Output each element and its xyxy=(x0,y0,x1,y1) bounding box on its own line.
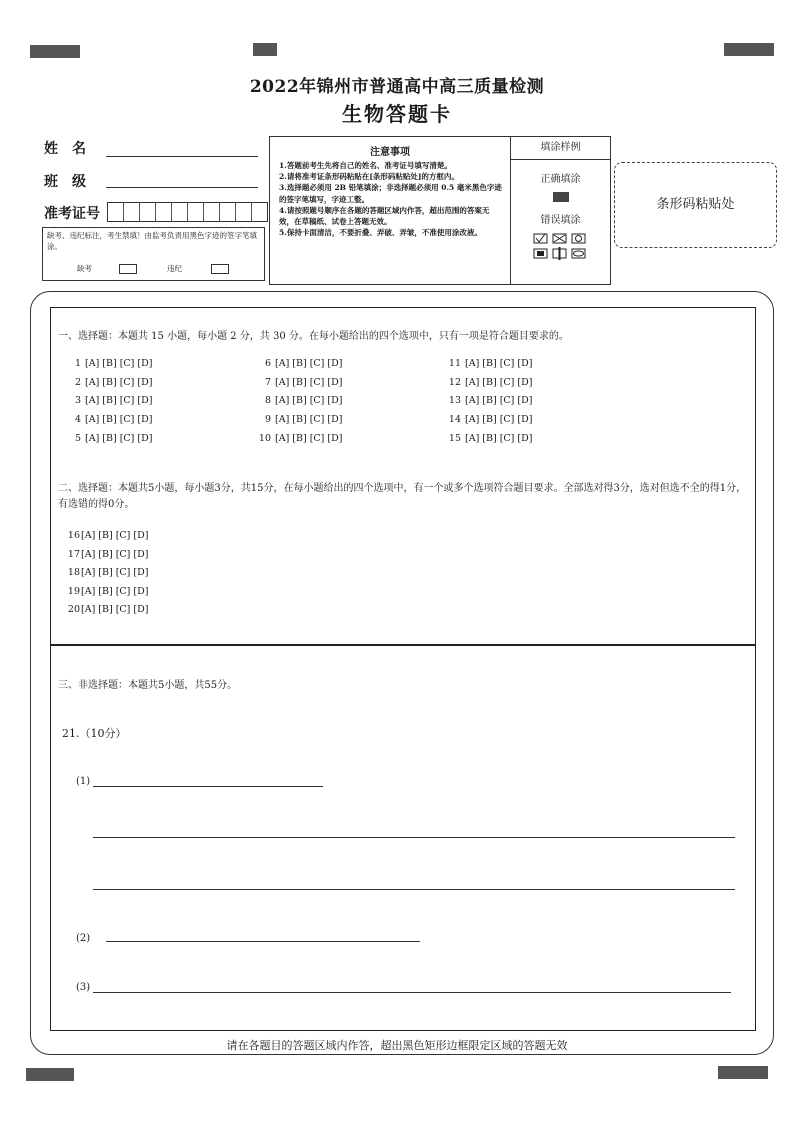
note-item: 1.答题前考生先将自己的姓名、准考证号填写清楚。 xyxy=(279,161,452,170)
question-number: 3 xyxy=(74,395,81,407)
answer-line[interactable] xyxy=(106,940,420,942)
question-number: 12 xyxy=(448,376,461,388)
answer-options[interactable]: [A] [B] [C] [D] xyxy=(275,358,343,369)
absent-checkbox[interactable] xyxy=(119,264,137,274)
question-number: 20 xyxy=(67,604,80,615)
answer-options[interactable]: [A] [B] [C] [D] xyxy=(465,395,533,407)
answer-options[interactable]: [A] [B] [C] [D] xyxy=(275,395,343,407)
answer-options[interactable]: [A] [B] [C] [D] xyxy=(81,548,149,560)
mc-question-row xyxy=(67,358,152,369)
mc-question-row xyxy=(62,530,148,541)
page-title: 2022年锦州市普通高中高三质量检测 xyxy=(249,77,545,97)
barcode-label: 条形码粘贴处 xyxy=(656,197,735,212)
answer-options[interactable]: [A] [B] [C] [D] xyxy=(85,432,153,444)
answer-options[interactable]: [A] [B] [C] [D] xyxy=(81,567,149,578)
question-number: 6 xyxy=(264,358,271,369)
answer-line[interactable] xyxy=(93,836,735,838)
mc-question-row xyxy=(67,433,152,444)
answer-line[interactable] xyxy=(93,888,735,890)
correct-fill-label: 正确填涂 xyxy=(540,174,581,185)
question-number: 10 xyxy=(258,432,271,444)
mc-question-row xyxy=(67,377,152,388)
answer-line[interactable] xyxy=(93,785,323,787)
answer-options[interactable]: [A] [B] [C] [D] xyxy=(465,358,533,369)
absent-label: 缺考 xyxy=(77,264,92,273)
question-number: 13 xyxy=(448,395,461,407)
question-number: 9 xyxy=(264,414,271,426)
answer-options[interactable]: [A] [B] [C] [D] xyxy=(85,395,153,407)
absent-violation-box xyxy=(42,227,265,281)
mc-question-row xyxy=(257,414,342,425)
note-item: 3.选择题必须用 2B 铅笔填涂；非选择题必须用 0.5 毫米黑色字迹的签字笔填写，字迹工整。 xyxy=(279,183,502,204)
part-2-label: (2) xyxy=(76,933,91,944)
wrong-fill-icons xyxy=(531,232,591,262)
question-number: 17 xyxy=(67,548,80,560)
violation-label: 违纪 xyxy=(167,264,182,273)
answer-options[interactable]: [A] [B] [C] [D] xyxy=(275,376,343,388)
wrong-fill-samples xyxy=(511,232,610,265)
answer-options[interactable]: [A] [B] [C] [D] xyxy=(81,585,149,597)
question-number: 1 xyxy=(74,358,81,369)
question-number: 2 xyxy=(74,376,81,388)
warning-text: 缺考、违纪标注，考生禁填！由监考负责用黑色字迹的签字笔填涂。 xyxy=(47,231,257,251)
question-number: 8 xyxy=(264,395,271,407)
sample-title: 填涂样例 xyxy=(511,137,610,160)
question-number: 7 xyxy=(264,376,271,388)
answer-options[interactable]: [A] [B] [C] [D] xyxy=(85,376,153,388)
section3-instruction: 三、非选择题：本题共5小题，共55分。 xyxy=(58,680,238,691)
id-label: 准考证号 xyxy=(44,206,100,222)
mc-question-row xyxy=(67,395,152,406)
question-number: 15 xyxy=(448,432,461,444)
answer-options[interactable]: [A] [B] [C] [D] xyxy=(81,530,149,541)
mc-question-row xyxy=(62,604,148,615)
class-label: 班 级 xyxy=(44,174,86,190)
answer-options[interactable]: [A] [B] [C] [D] xyxy=(275,432,343,444)
note-item: 4.请按照题号顺序在各题的答题区域内作答，超出范围的答案无效，在草稿纸、试卷上答题无效。 xyxy=(279,205,490,227)
mc-question-row xyxy=(257,358,342,369)
mc-question-row xyxy=(257,433,342,444)
section2-instruction: 二、选择题：本题共5小题，每小题3分，共15分，在每小题给出的四个选项中，有一个或多个选项符合题目要求。全部选对得3分，选对但选不全的得1分，有选错的得0分。 xyxy=(58,483,747,510)
question-number: 4 xyxy=(74,414,81,426)
question-number: 11 xyxy=(448,358,461,369)
mc-question-row xyxy=(62,549,148,560)
mc-question-row xyxy=(62,586,148,597)
name-field[interactable] xyxy=(106,155,258,157)
registration-mark xyxy=(724,43,774,56)
footer-warning: 请在各题目的答题区域内作答，超出黑色矩形边框限定区域的答题无效 xyxy=(226,1039,568,1052)
page-subtitle: 生物答题卡 xyxy=(342,102,452,126)
mc-question-row xyxy=(447,433,532,444)
question-number: 16 xyxy=(67,530,80,541)
registration-mark xyxy=(253,43,277,56)
mc-question-row xyxy=(447,395,532,406)
section1-instruction: 一、选择题：本题共 15 小题，每小题 2 分，共 30 分。在每小题给出的四个选项中，只有一项是符合题目要求的。 xyxy=(58,331,569,342)
registration-mark xyxy=(718,1066,768,1079)
question-21-label: 21.（10分） xyxy=(62,727,127,740)
mc-question-row xyxy=(67,414,152,425)
mc-question-row xyxy=(447,377,532,388)
violation-checkbox[interactable] xyxy=(211,264,229,274)
question-number: 5 xyxy=(74,432,81,444)
answer-options[interactable]: [A] [B] [C] [D] xyxy=(85,358,153,369)
mc-question-row xyxy=(257,395,342,406)
answer-options[interactable]: [A] [B] [C] [D] xyxy=(81,604,149,615)
wrong-fill-label: 错误填涂 xyxy=(540,215,581,226)
note-item: 5.保持卡面清洁，不要折叠、弄破、弄皱，不准使用涂改液。 xyxy=(279,228,482,238)
barcode-area[interactable] xyxy=(614,162,777,248)
notes-box xyxy=(269,136,611,285)
question-number: 14 xyxy=(448,414,461,426)
question-number: 18 xyxy=(67,567,80,578)
choice-section-box xyxy=(50,307,756,645)
registration-mark xyxy=(26,1068,74,1081)
answer-options[interactable]: [A] [B] [C] [D] xyxy=(85,414,153,426)
registration-mark xyxy=(30,45,80,58)
mc-question-row xyxy=(447,358,532,369)
answer-line[interactable] xyxy=(93,991,731,993)
note-item: 2.请将准考证条形码粘贴在[条形码粘贴处]的方框内。 xyxy=(279,172,459,182)
question-number: 19 xyxy=(67,585,80,597)
name-label: 姓 名 xyxy=(44,141,86,157)
notes-title: 注意事项 xyxy=(370,147,410,158)
class-field[interactable] xyxy=(106,186,258,188)
correct-fill-sample xyxy=(553,192,569,202)
answer-options[interactable]: [A] [B] [C] [D] xyxy=(465,432,533,444)
id-number-boxes[interactable] xyxy=(107,202,268,222)
mc-question-row xyxy=(257,377,342,388)
mc-question-row xyxy=(447,414,532,425)
part-1-label: (1) xyxy=(76,776,91,787)
mc-question-row xyxy=(62,567,148,578)
answer-options[interactable]: [A] [B] [C] [D] xyxy=(465,414,533,426)
answer-options[interactable]: [A] [B] [C] [D] xyxy=(275,414,343,426)
part-3-label: (3) xyxy=(76,982,91,993)
answer-options[interactable]: [A] [B] [C] [D] xyxy=(465,376,533,388)
nonchoice-section-box xyxy=(50,645,756,1031)
